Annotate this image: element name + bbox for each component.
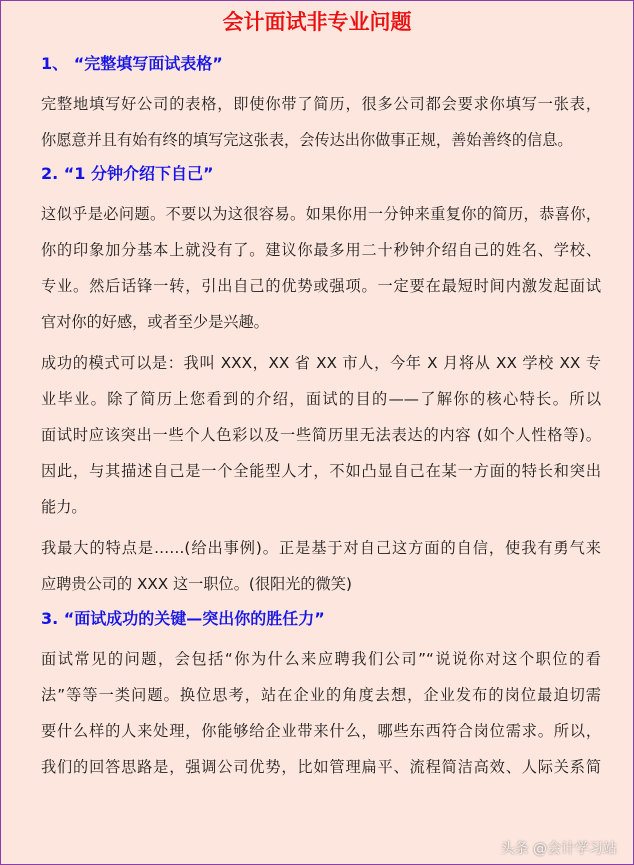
text-line: 面试时应该突出一些个人色彩以及一些简历里无法表达的内容 (如个人性格等)。 [41, 426, 601, 444]
text-line: 完整地填写好公司的表格，即使你带了简历，很多公司都会要求你填写一张表， [41, 95, 601, 113]
text-line: 你愿意并且有始有终的填写完这张表，会传达出你做事正规，善始善终的信息。 [41, 131, 573, 149]
text-line: 你的印象加分基本上就没有了。建议你最多用二十秒钟介绍自己的姓名、学校、 [41, 241, 601, 259]
paragraph [41, 196, 601, 340]
text-line: 能力。 [41, 498, 87, 516]
text-line: 专业。然后话锋一转，引出自己的优势或强项。一定要在最短时间内激发起面试 [41, 277, 601, 295]
text-line: 因此，与其描述自己是一个全能型人才，不如凸显自己在某一方面的特长和突出 [41, 462, 601, 480]
text-line: 我们的回答思路是，强调公司优势，比如管理扁平、流程简洁高效、人际关系简 [41, 758, 601, 776]
text-line: 成功的模式可以是：我叫 XXX，XX 省 XX 市人，今年 X 月将从 XX 学校 XX 专 [41, 354, 601, 372]
section-heading: 2. “1 分钟介绍下自己” [41, 164, 214, 183]
text-line: 要什么样的人来处理，你能够给企业带来什么，哪些东西符合岗位需求。所以， [41, 722, 601, 740]
text-line: 法”等等一类问题。换位思考，站在企业的角度去想，企业发布的岗位最迫切需 [41, 686, 601, 704]
text-line: 官对你的好感，或者至少是兴趣。 [41, 313, 269, 331]
text-line: 业毕业。除了简历上您看到的介绍，面试的目的——了解你的核心特长。所以 [41, 390, 601, 408]
article-body [41, 51, 601, 790]
text-line: 面试常见的问题，会包括“你为什么来应聘我们公司”“说说你对这个职位的看 [41, 650, 601, 668]
section-heading: 1、 “完整填写面试表格” [41, 54, 223, 73]
paragraph [41, 530, 601, 602]
text-line: 我最大的特点是……(给出事例)。正是基于对自己这方面的自信，使我有勇气来 [41, 539, 601, 557]
text-line: 这似乎是必问题。不要以为这很容易。如果你用一分钟来重复你的简历，恭喜你， [41, 205, 601, 223]
paragraph [41, 345, 601, 525]
watermark-text: 头条 @会计学习站 [500, 841, 617, 857]
text-line: 应聘贵公司的 XXX 这一职位。(很阳光的微笑) [41, 575, 352, 593]
paragraph [41, 86, 601, 158]
page-title: 会计面试非专业问题 [222, 10, 412, 34]
section-heading: 3. “面试成功的关键—突出你的胜任力” [41, 609, 325, 628]
paragraph [41, 641, 601, 785]
